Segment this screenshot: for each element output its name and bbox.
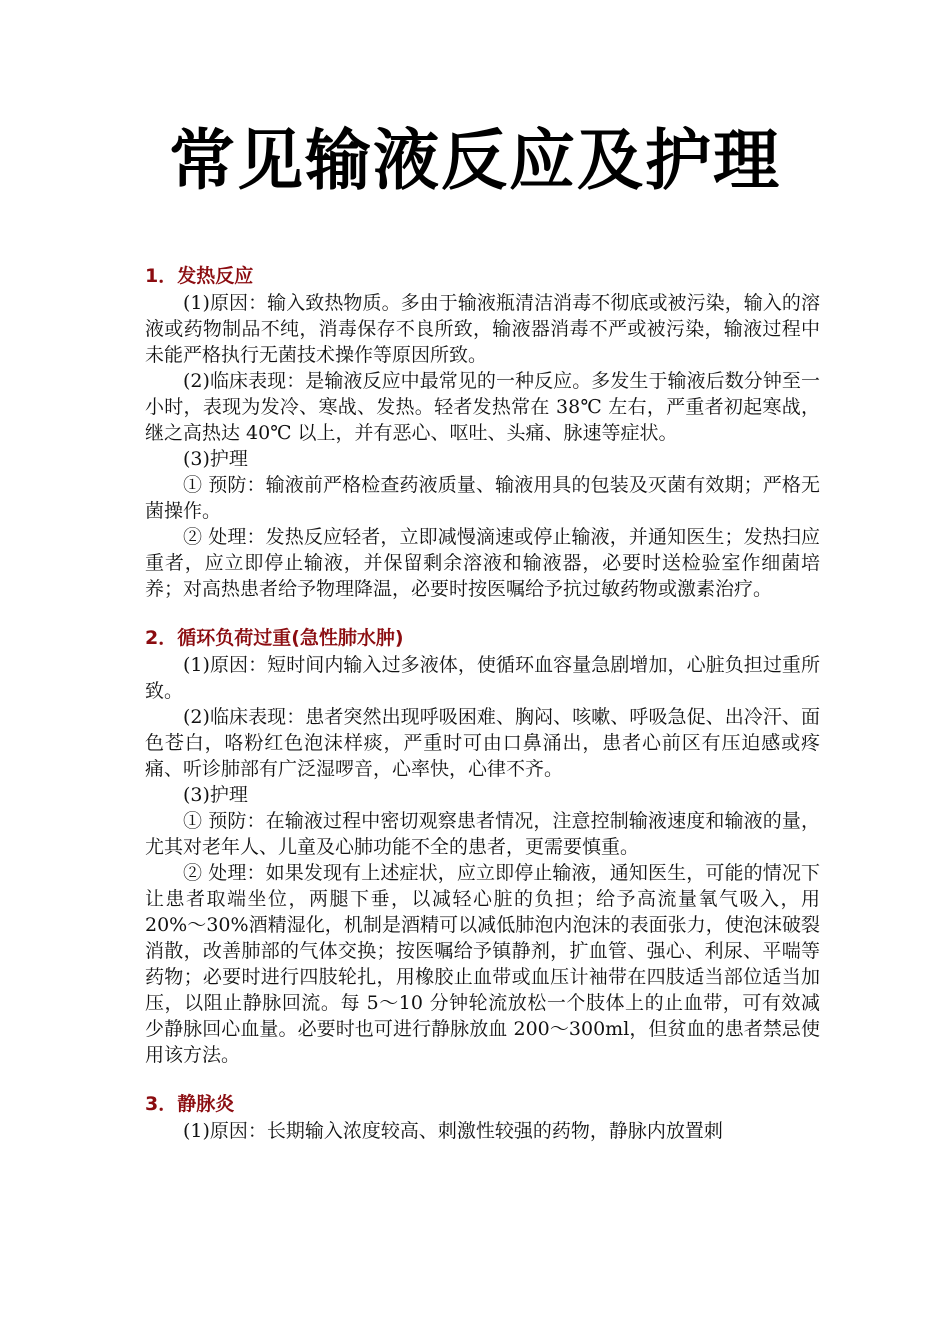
paragraph: ② 处理：发热反应轻者，立即减慢滴速或停止输液，并通知医生；发热扫应重者，应立即停止输液，并保留剩余溶液和输液器，必要时送检验室作细菌培养；对高热患者给予物理降温，必要时按医嘱给予抗过敏药物或激素治疗。 [145, 526, 820, 600]
paragraph: ① 预防：输液前严格检查药液质量、输液用具的包装及灭菌有效期；严格无菌操作。 [145, 474, 820, 522]
document-body [145, 262, 820, 1166]
paragraph: (1)原因：长期输入浓度较高、刺激性较强的药物，静脉内放置刺 [183, 1120, 723, 1142]
section-phlebitis [145, 1090, 820, 1144]
document-title: 常见输液反应及护理 [169, 121, 781, 199]
section-fever-reaction [145, 262, 820, 602]
paragraph: (2)临床表现：是输液反应中最常见的一种反应。多发生于输液后数分钟至一小时，表现为发冷、寒战、发热。轻者发热常在 38℃ 左右，严重者初起寒战，继之高热达 40℃ 以上，并有恶心、呕吐、头痛、脉速等症状。 [145, 370, 820, 444]
paragraph: (1)原因：短时间内输入过多液体，使循环血容量急剧增加，心脏负担过重所致。 [145, 654, 820, 702]
paragraph: (2)临床表现：患者突然出现呼吸困难、胸闷、咳嗽、呼吸急促、出冷汗、面色苍白，咯粉红色泡沫样痰，严重时可由口鼻涌出，患者心前区有压迫感或疼痛、听诊肺部有广泛湿啰音，心率快，心律不齐。 [145, 706, 820, 780]
paragraph: ② 处理：如果发现有上述症状，应立即停止输液，通知医生，可能的情况下让患者取端坐位，两腿下垂，以减轻心脏的负担；给予高流量氧气吸入，用 20%～30%酒精湿化，机制是酒精可以减低肺泡内泡沫的表面张力，使泡沫破裂消散，改善肺部的气体交换；按医嘱给予镇静剂，扩血管、强心、利尿、平喘等药物；必要时进行四肢轮扎，用橡胶止血带或血压计袖带在四肢适当部位适当加压，以阻止静脉回流。每 5～10 分钟轮流放松一个肢体上的止血带，可有效减少静脉回心血量。必要时也可进行静脉放血 200～300ml，但贫血的患者禁忌使用该方法。 [145, 862, 820, 1066]
paragraph: (3)护理 [183, 784, 248, 806]
section-heading: 1．发热反应 [145, 265, 254, 287]
paragraph: (1)原因：输入致热物质。多由于输液瓶清洁消毒不彻底或被污染，输入的溶液或药物制品不纯，消毒保存不良所致，输液器消毒不严或被污染，输液过程中未能严格执行无菌技术操作等原因所致。 [145, 292, 820, 366]
paragraph: (3)护理 [183, 448, 248, 470]
paragraph: ① 预防：在输液过程中密切观察患者情况，注意控制输液速度和输液的量，尤其对老年人、儿童及心肺功能不全的患者，更需要慎重。 [145, 810, 820, 858]
section-circulatory-overload [145, 624, 820, 1068]
section-heading: 2．循环负荷过重(急性肺水肿) [145, 627, 404, 649]
section-heading: 3．静脉炎 [145, 1093, 235, 1115]
